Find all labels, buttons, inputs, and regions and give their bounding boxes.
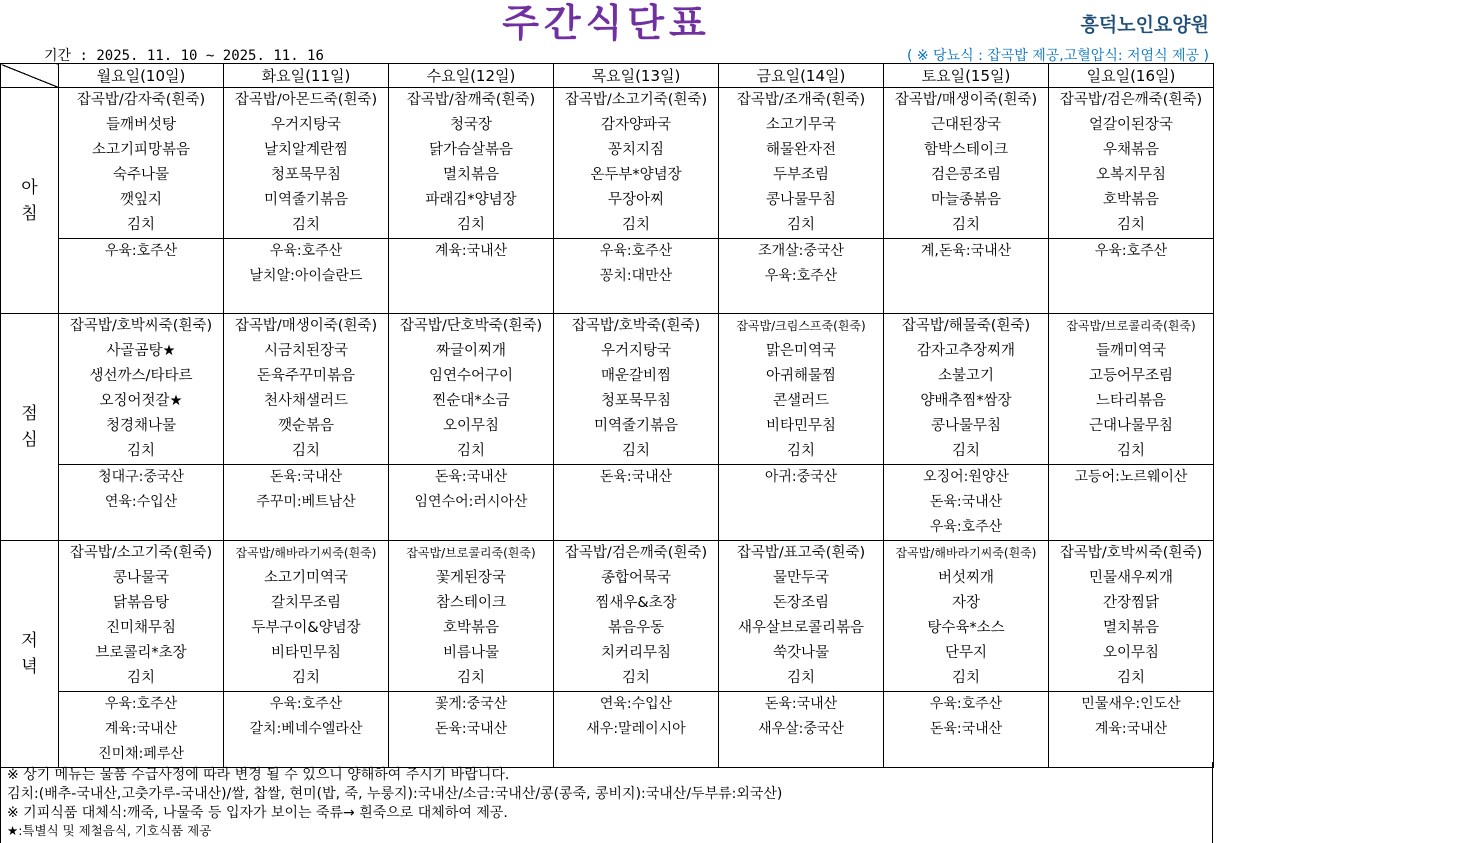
menu-cell [884,314,1049,465]
rice-porridge-item: 잡곡밥/아몬드죽(흰죽) [234,92,378,108]
menu-item: 치커리무침 [600,645,672,661]
menu-item: 김치 [126,217,155,233]
rice-porridge-item: 잡곡밥/단호박죽(흰죽) [399,318,543,334]
menu-item: 들깨버섯탕 [105,117,177,133]
menu-item: 자장 [951,595,980,611]
rice-porridge-item: 잡곡밥/소고기죽(흰죽) [69,545,213,561]
menu-item: 비타민무침 [270,645,342,661]
menu-item: 찐순대*소금 [432,393,510,409]
menu-item: 맑은미역국 [765,343,837,359]
menu-item: 김치 [786,443,815,459]
origin-item: 갈치:베네수엘라산 [249,721,363,737]
origin-item: 계육:국내산 [1094,721,1168,737]
rice-porridge-item: 잡곡밥/검은깨죽(흰죽) [1059,92,1203,108]
menu-item: 오복지무침 [1095,167,1167,183]
menu-item: 꽃게된장국 [435,570,507,586]
origin-cell [554,239,719,314]
footer-notes [0,762,1213,843]
menu-item: 민물새우찌개 [1088,570,1174,586]
day-header: 목요일(13일) [554,64,719,88]
origin-item: 우육:호주산 [929,696,1003,712]
rice-porridge-item: 잡곡밥/크림스프죽(흰죽) [736,319,866,333]
menu-item: 임연수어구이 [428,368,514,384]
origin-item: 돈육:국내산 [434,721,508,737]
origin-item: 새우살:중국산 [758,721,844,737]
origin-item: 아귀:중국산 [764,469,838,485]
rice-porridge-item: 잡곡밥/브로콜리죽(흰죽) [1066,319,1196,333]
origin-item: 청대구:중국산 [98,469,184,485]
menu-item: 우거지탕국 [600,343,672,359]
day-header: 화요일(11일) [224,64,389,88]
diet-note: ( ※ 당뇨식 : 잡곡밥 제공,고혈압식: 저염식 제공 ) [906,48,1209,64]
origin-item: 우육:호주산 [929,519,1003,535]
footer-note-origin: 김치:(배추-국내산,고춧가루-국내산)/쌀, 찹쌀, 현미(밥, 죽, 누룽지):국내산/소금:국내산/콩(콩죽, 콩비지):국내산/두부류:외국산) [7,786,783,802]
menu-item: 검은콩조림 [930,167,1002,183]
day-header: 금요일(14일) [719,64,884,88]
menu-item: 볶음우동 [607,620,665,636]
menu-item: 김치 [291,443,320,459]
origin-item: 우육:호주산 [764,268,838,284]
meal-label-char: 점 [21,404,38,424]
menu-cell [224,88,389,239]
origin-item: 우육:호주산 [599,243,673,259]
menu-item: 김치 [951,217,980,233]
origin-cell [1049,692,1214,768]
origin-item: 우육:호주산 [269,243,343,259]
menu-item: 우채볶음 [1102,142,1160,158]
menu-item: 김치 [951,670,980,686]
menu-item: 탕수육*소스 [927,620,1005,636]
menu-item: 물만두국 [772,570,830,586]
menu-item: 깻순볶음 [277,418,335,434]
menu-item: 단무지 [944,645,988,661]
origin-item: 오징어:원양산 [923,469,1009,485]
menu-item: 김치 [786,217,815,233]
menu-cell [1049,541,1214,692]
menu-cell [554,314,719,465]
title-row [0,0,1213,44]
menu-item: 새우살브로콜리볶음 [737,620,865,636]
rice-porridge-item: 잡곡밥/참깨죽(흰죽) [406,92,536,108]
rice-porridge-item: 잡곡밥/매생이죽(흰죽) [894,92,1038,108]
footer-note-special: ★:특별식 및 제철음식, 기호식품 제공 [7,823,212,838]
menu-item: 콩나물국 [112,570,170,586]
menu-item: 아귀해물찜 [765,368,837,384]
origin-cell [389,239,554,314]
origin-cell [224,692,389,768]
origin-item: 연육:수입산 [104,494,178,510]
menu-cell [59,541,224,692]
menu-item: 청포묵무침 [270,167,342,183]
meal-label-char: 저 [21,631,38,651]
menu-item: 무장아찌 [607,192,665,208]
origin-item: 고등어:노르웨이산 [1074,469,1188,485]
footer-note-substitute: ※ 기피식품 대체식:깨죽, 나물죽 등 입자가 보이는 죽류→ 흰죽으로 대체하여 제공. [7,805,508,821]
header-row [1,64,1214,88]
menu-item: 종합어묵국 [600,570,672,586]
origin-cell [59,692,224,768]
menu-item: 김치 [1116,217,1145,233]
period-text: 기간 : 2025. 11. 10 ~ 2025. 11. 16 [44,48,324,64]
origin-item: 꽃게:중국산 [434,696,508,712]
menu-item: 김치 [456,217,485,233]
menu-cell [719,314,884,465]
menu-cell [389,88,554,239]
menu-item: 들깨미역국 [1095,343,1167,359]
menu-item: 날치알계란찜 [263,142,349,158]
menu-item: 김치 [1116,670,1145,686]
menu-item: 참스테이크 [435,595,507,611]
rice-porridge-item: 잡곡밥/소고기죽(흰죽) [564,92,708,108]
menu-item: 고등어무조림 [1088,368,1174,384]
origin-item: 임연수어:러시아산 [414,494,528,510]
menu-item: 근대나물무침 [1088,418,1174,434]
origin-item: 진미채:페루산 [98,746,184,762]
menu-item: 매운갈비찜 [600,368,672,384]
origin-cell [719,692,884,768]
page-title: 주간식단표 [502,1,711,45]
menu-item: 김치 [621,217,650,233]
menu-item: 호박볶음 [1102,192,1160,208]
menu-item: 양배추찜*쌈장 [920,393,1012,409]
menu-item: 얼갈이된장국 [1088,117,1174,133]
menu-item: 두부조림 [772,167,830,183]
weekly-menu-table [0,63,1214,768]
menu-item: 오징어젓갈★ [99,393,183,409]
menu-item: 버섯찌개 [937,570,995,586]
dinner-label [1,541,59,768]
menu-item: 시금치된장국 [263,343,349,359]
origin-cell [59,239,224,314]
day-header: 월요일(10일) [59,64,224,88]
menu-item: 청경채나물 [105,418,177,434]
corner-cell [1,64,59,88]
menu-item: 느타리볶음 [1095,393,1167,409]
lunch-origin-row [1,465,1214,541]
origin-cell [884,239,1049,314]
menu-item: 콘샐러드 [772,393,830,409]
origin-cell [59,465,224,541]
rice-porridge-item: 잡곡밥/해바라기씨죽(흰죽) [235,546,377,560]
rice-porridge-item: 잡곡밥/호박씨죽(흰죽) [1059,545,1203,561]
menu-item: 김치 [291,670,320,686]
origin-item: 새우:말레이시아 [586,721,686,737]
menu-item: 김치 [1116,443,1145,459]
menu-item: 꽁치지짐 [607,142,665,158]
breakfast-label [1,88,59,314]
origin-cell [389,692,554,768]
day-header: 토요일(15일) [884,64,1049,88]
organization-name: 흥덕노인요양원 [1080,14,1209,36]
menu-item: 비타민무침 [765,418,837,434]
meal-label-char: 녁 [21,657,38,677]
origin-item: 우육:호주산 [104,696,178,712]
origin-cell [389,465,554,541]
day-header: 일요일(16일) [1049,64,1214,88]
origin-item: 날치알:아이슬란드 [249,268,363,284]
origin-item: 돈육:국내산 [929,494,1003,510]
rice-porridge-item: 잡곡밥/호박죽(흰죽) [571,318,701,334]
menu-item: 오이무침 [1102,645,1160,661]
origin-item: 주꾸미:베트남산 [256,494,356,510]
menu-item: 찜새우&초장 [595,595,677,611]
menu-item: 닭가슴살볶음 [428,142,514,158]
menu-item: 간장찜닭 [1102,595,1160,611]
rice-porridge-item: 잡곡밥/해물죽(흰죽) [901,318,1031,334]
origin-item: 돈육:국내산 [764,696,838,712]
origin-item: 계육:국내산 [104,721,178,737]
menu-item: 김치 [786,670,815,686]
origin-cell [224,465,389,541]
menu-item: 천사채샐러드 [263,393,349,409]
origin-item: 우육:호주산 [1094,243,1168,259]
menu-item: 콩나물무침 [765,192,837,208]
menu-cell [389,314,554,465]
origin-item: 돈육:국내산 [434,469,508,485]
rice-porridge-item: 잡곡밥/호박씨죽(흰죽) [69,318,213,334]
menu-cell [884,88,1049,239]
menu-item: 김치 [621,670,650,686]
menu-item: 진미채무침 [105,620,177,636]
menu-item: 청국장 [449,117,493,133]
menu-item: 갈치무조림 [270,595,342,611]
menu-item: 우거지탕국 [270,117,342,133]
origin-cell [554,692,719,768]
rice-porridge-item: 잡곡밥/검은깨죽(흰죽) [564,545,708,561]
menu-cell [59,314,224,465]
lunch-menu-row [1,314,1214,465]
menu-item: 감자고추장찌개 [916,343,1016,359]
menu-item: 오이무침 [442,418,500,434]
breakfast-menu-row [1,88,1214,239]
lunch-label [1,314,59,541]
origin-item: 돈육:국내산 [929,721,1003,737]
rice-porridge-item: 잡곡밥/매생이죽(흰죽) [234,318,378,334]
menu-item: 소고기무국 [765,117,837,133]
menu-item: 김치 [456,670,485,686]
menu-cell [554,88,719,239]
menu-item: 짜글이찌개 [435,343,507,359]
menu-item: 돈육주꾸미볶음 [256,368,356,384]
menu-cell [884,541,1049,692]
menu-item: 소고기피망볶음 [91,142,191,158]
origin-item: 우육:호주산 [269,696,343,712]
menu-item: 미역줄기볶음 [593,418,679,434]
origin-item: 돈육:국내산 [599,469,673,485]
menu-item: 호박볶음 [442,620,500,636]
menu-item: 함박스테이크 [923,142,1009,158]
menu-item: 미역줄기볶음 [263,192,349,208]
breakfast-origin-row [1,239,1214,314]
origin-item: 계,돈육:국내산 [920,243,1012,259]
menu-item: 파래김*양념장 [425,192,517,208]
meal-label-char: 침 [21,203,38,224]
menu-item: 김치 [621,443,650,459]
menu-item: 마늘종볶음 [930,192,1002,208]
dinner-origin-row [1,692,1214,768]
origin-cell [1049,239,1214,314]
rice-porridge-item: 잡곡밥/표고죽(흰죽) [736,545,866,561]
meal-label-char: 심 [21,430,38,450]
origin-cell [884,692,1049,768]
origin-item: 민물새우:인도산 [1081,696,1181,712]
origin-item: 계육:국내산 [434,243,508,259]
origin-cell [1049,465,1214,541]
menu-item: 김치 [126,443,155,459]
origin-cell [554,465,719,541]
menu-item: 콩나물무침 [930,418,1002,434]
day-header: 수요일(12일) [389,64,554,88]
menu-item: 생선까스/타타르 [89,368,193,384]
origin-cell [719,239,884,314]
origin-item: 조개살:중국산 [758,243,844,259]
menu-cell [224,541,389,692]
origin-cell [719,465,884,541]
origin-item: 연육:수입산 [599,696,673,712]
menu-item: 두부구이&양념장 [251,620,361,636]
origin-item: 돈육:국내산 [269,469,343,485]
menu-cell [719,541,884,692]
menu-item: 해물완자전 [765,142,837,158]
menu-item: 깻잎지 [119,192,163,208]
menu-item: 닭볶음탕 [112,595,170,611]
menu-item: 근대된장국 [930,117,1002,133]
menu-cell [389,541,554,692]
origin-item: 우육:호주산 [104,243,178,259]
menu-item: 비름나물 [442,645,500,661]
rice-porridge-item: 잡곡밥/브로콜리죽(흰죽) [406,546,536,560]
menu-item: 사골곰탕★ [106,343,176,359]
menu-cell [224,314,389,465]
menu-item: 소고기미역국 [263,570,349,586]
menu-item: 감자양파국 [600,117,672,133]
menu-item: 숙주나물 [112,167,170,183]
menu-item: 쑥갓나물 [772,645,830,661]
menu-item: 김치 [456,443,485,459]
rice-porridge-item: 잡곡밥/감자죽(흰죽) [76,92,206,108]
meal-label-char: 아 [21,177,38,198]
origin-item: 꽁치:대만산 [599,268,673,284]
menu-item: 멸치볶음 [442,167,500,183]
menu-item: 김치 [951,443,980,459]
menu-item: 청포묵무침 [600,393,672,409]
menu-cell [554,541,719,692]
menu-item: 브로콜리*초장 [95,645,187,661]
menu-item: 온두부*양념장 [590,167,682,183]
dinner-menu-row [1,541,1214,692]
menu-cell [719,88,884,239]
rice-porridge-item: 잡곡밥/조개죽(흰죽) [736,92,866,108]
menu-item: 돈장조림 [772,595,830,611]
menu-item: 멸치볶음 [1102,620,1160,636]
footer-note-change: ※ 상기 메뉴는 물품 수급사정에 따라 변경 될 수 있으니 양해하여 주시기 바랍니다. [7,767,510,783]
menu-item: 김치 [126,670,155,686]
menu-item: 소불고기 [937,368,995,384]
origin-cell [884,465,1049,541]
menu-item: 김치 [291,217,320,233]
origin-cell [224,239,389,314]
rice-porridge-item: 잡곡밥/해바라기씨죽(흰죽) [895,546,1037,560]
menu-cell [1049,88,1214,239]
menu-cell [1049,314,1214,465]
menu-cell [59,88,224,239]
